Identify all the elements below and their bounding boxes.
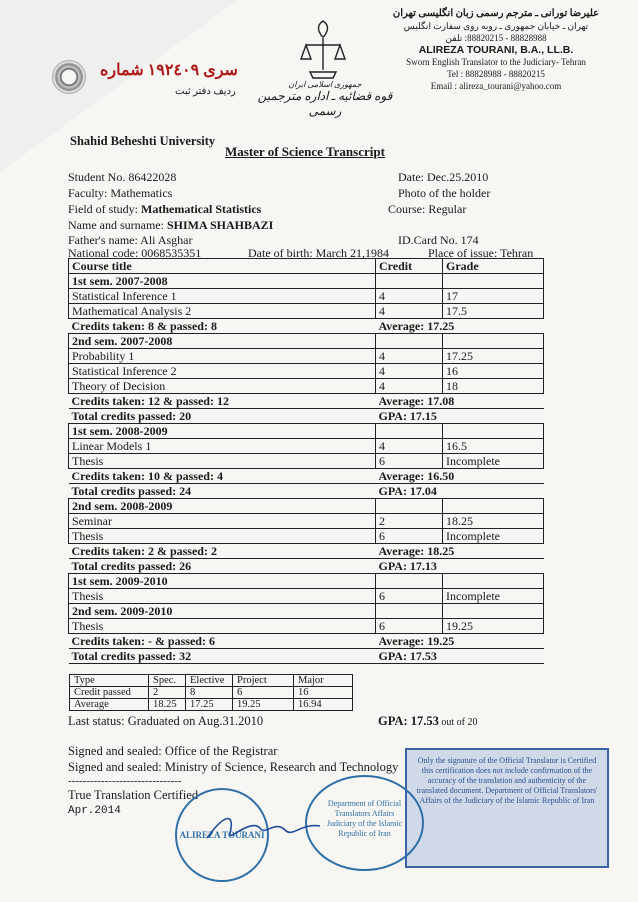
- course-title: Statistical Inference 2: [69, 364, 376, 379]
- place-of-issue: Place of issue: Tehran: [428, 246, 534, 260]
- course-title: Linear Models 1: [69, 439, 376, 454]
- totals-label: Total credits passed: 32: [69, 649, 376, 664]
- translators-office-fa: قوه قضائیه ـ اداره مترجمین رسمی: [257, 89, 393, 118]
- republic-fa: جمهوری اسلامی ایران: [288, 80, 362, 89]
- final-gpa-value: GPA: 17.53: [378, 714, 439, 728]
- course-title: Thesis: [69, 454, 376, 469]
- translator-header: [376, 8, 616, 92]
- summary-cell: 2: [149, 687, 186, 699]
- summary-cell: 16: [294, 687, 353, 699]
- student-number: Student No. 86422028: [68, 170, 177, 184]
- course-type: Course: Regular: [388, 202, 467, 216]
- table-header-row: [69, 259, 544, 274]
- totals-label: Total credits passed: 26: [69, 559, 376, 574]
- totals-row: [69, 634, 544, 649]
- totals-label: Total credits passed: 24: [69, 484, 376, 499]
- totals-row: [69, 319, 544, 334]
- course-row: [69, 364, 544, 379]
- course-credit: 6: [376, 454, 443, 469]
- summary-head-spec: Spec.: [149, 675, 186, 687]
- empty-cell: [376, 274, 443, 289]
- certification-box-stamp: [405, 748, 609, 868]
- semester-row: [69, 499, 544, 514]
- course-grade: 19.25: [443, 619, 544, 634]
- certified-date: Apr.2014: [68, 805, 121, 817]
- totals-row: [69, 559, 544, 574]
- totals-row: [69, 409, 544, 424]
- transcript-table: [68, 258, 544, 664]
- course-row: [69, 379, 544, 394]
- field-value: Mathematical Statistics: [141, 202, 262, 216]
- summary-cell: 18.25: [149, 699, 186, 711]
- course-grade: Incomplete: [443, 589, 544, 604]
- course-credit: 4: [376, 379, 443, 394]
- translator-tel: Tel : 88828988 - 88820215: [447, 69, 545, 79]
- true-translation: True Translation Certified: [68, 788, 199, 802]
- semester-label: 2nd sem. 2007-2008: [69, 334, 376, 349]
- divider-dashes: -------------------------------: [68, 775, 182, 787]
- summary-cell: Credit passed: [70, 687, 149, 699]
- course-title: Thesis: [69, 529, 376, 544]
- course-grade: 17: [443, 289, 544, 304]
- field-label: Field of study:: [68, 202, 142, 216]
- course-title: Probability 1: [69, 349, 376, 364]
- totals-label: Credits taken: 2 & passed: 2: [69, 544, 376, 559]
- totals-label: Credits taken: 12 & passed: 12: [69, 394, 376, 409]
- semester-row: [69, 334, 544, 349]
- summary-row: [70, 687, 353, 699]
- name-label: Name and surname:: [68, 218, 167, 232]
- semester-row: [69, 274, 544, 289]
- semester-label: 1st sem. 2008-2009: [69, 424, 376, 439]
- course-row: [69, 619, 544, 634]
- student-name: [68, 218, 273, 233]
- university-name: Shahid Beheshti University: [70, 134, 216, 148]
- course-credit: 4: [376, 364, 443, 379]
- judiciary-emblem-icon: [298, 18, 348, 82]
- course-grade: 16.5: [443, 439, 544, 454]
- summary-cell: 19.25: [233, 699, 294, 711]
- father-name: Father's name: Ali Asghar: [68, 233, 193, 247]
- course-grade: 18: [443, 379, 544, 394]
- course-row: [69, 349, 544, 364]
- empty-cell: [443, 274, 544, 289]
- document-title: Master of Science Transcript: [225, 144, 385, 159]
- totals-average: Average: 17.08: [376, 394, 544, 409]
- translator-name-fa: علیرضا تورانی ـ مترجم رسمی زبان انگلیسی تهران: [392, 8, 600, 19]
- summary-cell: 6: [233, 687, 294, 699]
- totals-label: Credits taken: 10 & passed: 4: [69, 469, 376, 484]
- course-row: [69, 304, 544, 319]
- judiciary-caption: [250, 80, 400, 119]
- course-credit: 6: [376, 619, 443, 634]
- semester-row: [69, 574, 544, 589]
- certification-box-text: Only the signature of the Official Translator is Certified this certification does not include confirmation of the accuracy of the translation and authenticity of the translated document. Department of Official Translators' Affairs of the Judiciary of the Islamic Republic of Iran: [416, 756, 598, 805]
- header-course-title: Course title: [69, 259, 376, 274]
- totals-average: GPA: 17.04: [376, 484, 544, 499]
- national-code: National code: 0068535351: [68, 246, 202, 260]
- totals-average: Average: 16.50: [376, 469, 544, 484]
- course-row: [69, 454, 544, 469]
- semester-row: [69, 604, 544, 619]
- empty-cell: [443, 574, 544, 589]
- signature-icon: [205, 808, 325, 848]
- summary-header-row: [70, 675, 353, 687]
- totals-row: [69, 484, 544, 499]
- semester-label: 2nd sem. 2009-2010: [69, 604, 376, 619]
- empty-cell: [376, 604, 443, 619]
- empty-cell: [443, 604, 544, 619]
- semester-row: [69, 424, 544, 439]
- course-grade: 17.5: [443, 304, 544, 319]
- register-row-fa: ردیف دفتر ثبت: [175, 86, 236, 97]
- course-grade: 16: [443, 364, 544, 379]
- name-value: SHIMA SHAHBAZI: [166, 218, 274, 232]
- summary-head-project: Project: [233, 675, 294, 687]
- course-row: [69, 589, 544, 604]
- issue-date: Date: Dec.25.2010: [398, 170, 489, 184]
- empty-cell: [376, 334, 443, 349]
- summary-cell: 8: [186, 687, 233, 699]
- translator-address-fa: تهران ـ خیابان جمهوری ـ روبه روی سفارت انگلیس: [403, 21, 589, 31]
- translator-sworn: Sworn English Translator to the Judiciary- Tehran: [406, 57, 586, 67]
- summary-cell: 17.25: [186, 699, 233, 711]
- semester-label: 1st sem. 2007-2008: [69, 274, 376, 289]
- translator-email: Email : alireza_tourani@yahoo.com: [430, 81, 562, 91]
- totals-average: Average: 18.25: [376, 544, 544, 559]
- header-credit: Credit: [376, 259, 443, 274]
- registration-number-fa: سری ۱۹۲٤۰۹ شماره: [100, 62, 238, 79]
- totals-row: [69, 394, 544, 409]
- course-title: Seminar: [69, 514, 376, 529]
- course-row: [69, 439, 544, 454]
- empty-cell: [376, 574, 443, 589]
- empty-cell: [443, 334, 544, 349]
- course-title: Statistical Inference 1: [69, 289, 376, 304]
- course-row: [69, 514, 544, 529]
- totals-row: [69, 544, 544, 559]
- course-row: [69, 529, 544, 544]
- summary-cell: Average: [70, 699, 149, 711]
- totals-average: GPA: 17.13: [376, 559, 544, 574]
- department-stamp-text: Department of Official Translators Affairs Judiciary of the Islamic Republic of Iran: [326, 799, 403, 838]
- final-gpa: [378, 714, 477, 730]
- translator-tel-fa: 88828988 - 88820215: تلفن: [445, 33, 547, 43]
- empty-cell: [443, 499, 544, 514]
- totals-label: Credits taken: - & passed: 6: [69, 634, 376, 649]
- last-status: Last status: Graduated on Aug.31.2010: [68, 714, 264, 728]
- empty-cell: [443, 424, 544, 439]
- seal-name: ALIREZA TOURANI: [179, 830, 265, 840]
- summary-head-type: Type: [70, 675, 149, 687]
- grommet-icon: [52, 60, 86, 94]
- course-credit: 6: [376, 589, 443, 604]
- course-grade: 18.25: [443, 514, 544, 529]
- course-credit: 4: [376, 439, 443, 454]
- course-row: [69, 289, 544, 304]
- totals-row: [69, 469, 544, 484]
- translator-name: ALIREZA TOURANI, B.A., LL.B.: [418, 44, 574, 56]
- course-credit: 6: [376, 529, 443, 544]
- course-credit: 4: [376, 304, 443, 319]
- summary-row: [70, 699, 353, 711]
- course-grade: 17.25: [443, 349, 544, 364]
- course-title: Theory of Decision: [69, 379, 376, 394]
- course-credit: 4: [376, 349, 443, 364]
- totals-average: GPA: 17.53: [376, 649, 544, 664]
- course-title: Thesis: [69, 619, 376, 634]
- course-title: Thesis: [69, 589, 376, 604]
- course-grade: Incomplete: [443, 454, 544, 469]
- semester-label: 1st sem. 2009-2010: [69, 574, 376, 589]
- course-credit: 4: [376, 289, 443, 304]
- totals-label: Credits taken: 8 & passed: 8: [69, 319, 376, 334]
- summary-head-elective: Elective: [186, 675, 233, 687]
- faculty: Faculty: Mathematics: [68, 186, 173, 200]
- header-grade: Grade: [443, 259, 544, 274]
- empty-cell: [376, 499, 443, 514]
- totals-average: GPA: 17.15: [376, 409, 544, 424]
- totals-row: [69, 649, 544, 664]
- signed-ministry: Signed and sealed: Ministry of Science, Research and Technology: [68, 760, 399, 774]
- course-title: Mathematical Analysis 2: [69, 304, 376, 319]
- course-grade: Incomplete: [443, 529, 544, 544]
- field-of-study: [68, 202, 261, 217]
- summary-table: [69, 674, 353, 711]
- totals-average: Average: 19.25: [376, 634, 544, 649]
- empty-cell: [376, 424, 443, 439]
- totals-label: Total credits passed: 20: [69, 409, 376, 424]
- id-card: ID.Card No. 174: [398, 233, 479, 247]
- date-of-birth: Date of birth: March 21,1984: [248, 246, 389, 260]
- photo-label: Photo of the holder: [398, 186, 491, 200]
- signed-registrar: Signed and sealed: Office of the Registrar: [68, 744, 278, 758]
- summary-head-major: Major: [294, 675, 353, 687]
- summary-cell: 16.94: [294, 699, 353, 711]
- course-credit: 2: [376, 514, 443, 529]
- gpa-scale: out of 20: [438, 717, 478, 728]
- totals-average: Average: 17.25: [376, 319, 544, 334]
- semester-label: 2nd sem. 2008-2009: [69, 499, 376, 514]
